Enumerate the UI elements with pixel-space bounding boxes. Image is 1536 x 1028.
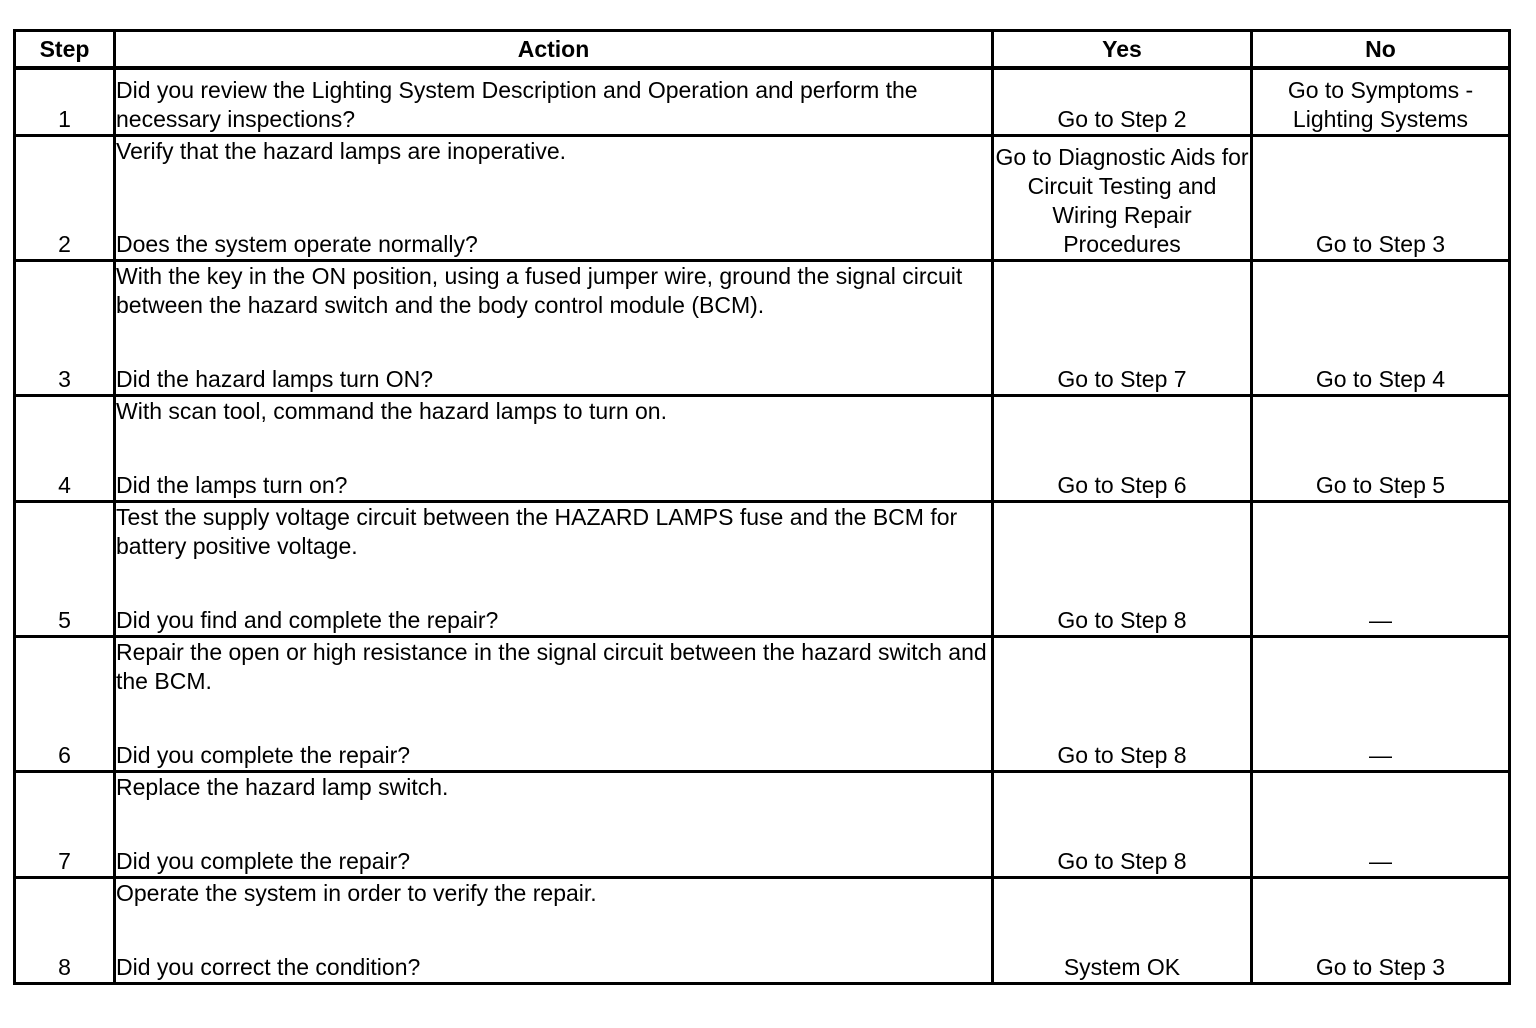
yes-cell: Go to Step 2	[994, 70, 1253, 137]
action-question: Did the hazard lamps turn ON?	[116, 366, 434, 392]
action-cell	[116, 262, 994, 397]
action-cell	[116, 773, 994, 879]
action-question: Did you review the Lighting System Description and Operation and perform the necessary inspections?	[116, 77, 918, 132]
yes-cell: Go to Step 6	[994, 397, 1253, 503]
table-header-row	[16, 32, 1511, 70]
step-number: 3	[16, 262, 116, 397]
header-yes: Yes	[994, 32, 1253, 70]
action-question: Did you find and complete the repair?	[116, 607, 499, 633]
yes-cell: Go to Step 7	[994, 262, 1253, 397]
step-number: 5	[16, 503, 116, 638]
table-row	[16, 262, 1511, 397]
diagnostic-table	[13, 29, 1511, 985]
action-question: Did the lamps turn on?	[116, 472, 348, 498]
action-instruction: Test the supply voltage circuit between the HAZARD LAMPS fuse and the BCM for battery positive voltage.	[116, 504, 958, 559]
table-row	[16, 503, 1511, 638]
step-number: 7	[16, 773, 116, 879]
yes-cell: Go to Step 8	[994, 503, 1253, 638]
yes-cell: Go to Step 8	[994, 638, 1253, 773]
header-no: No	[1253, 32, 1511, 70]
action-question: Did you complete the repair?	[116, 848, 411, 874]
action-cell	[116, 397, 994, 503]
no-cell: —	[1253, 638, 1511, 773]
action-question: Did you complete the repair?	[116, 742, 411, 768]
header-action: Action	[116, 32, 994, 70]
step-number: 6	[16, 638, 116, 773]
action-cell	[116, 70, 994, 137]
no-cell: Go to Symptoms - Lighting Systems	[1253, 70, 1511, 137]
action-instruction: Repair the open or high resistance in the signal circuit between the hazard switch and the BCM.	[116, 639, 987, 694]
no-cell: Go to Step 4	[1253, 262, 1511, 397]
step-number: 2	[16, 137, 116, 262]
header-step: Step	[16, 32, 116, 70]
action-question: Does the system operate normally?	[116, 231, 478, 257]
no-cell: Go to Step 5	[1253, 397, 1511, 503]
table-row	[16, 773, 1511, 879]
action-instruction: Verify that the hazard lamps are inoperative.	[116, 138, 567, 164]
table-row	[16, 397, 1511, 503]
diagnostic-table-container	[13, 29, 1511, 985]
yes-cell: Go to Diagnostic Aids for Circuit Testing and Wiring Repair Procedures	[994, 137, 1253, 262]
action-cell	[116, 137, 994, 262]
step-number: 1	[16, 70, 116, 137]
table-row	[16, 879, 1511, 985]
action-instruction: Replace the hazard lamp switch.	[116, 774, 449, 800]
step-number: 4	[16, 397, 116, 503]
no-cell: Go to Step 3	[1253, 879, 1511, 985]
action-question: Did you correct the condition?	[116, 954, 421, 980]
action-cell	[116, 503, 994, 638]
no-cell: Go to Step 3	[1253, 137, 1511, 262]
action-cell	[116, 638, 994, 773]
no-cell: —	[1253, 773, 1511, 879]
step-number: 8	[16, 879, 116, 985]
action-cell	[116, 879, 994, 985]
table-row	[16, 638, 1511, 773]
action-instruction: Operate the system in order to verify the repair.	[116, 880, 597, 906]
no-cell: —	[1253, 503, 1511, 638]
table-row	[16, 70, 1511, 137]
action-instruction: With scan tool, command the hazard lamps to turn on.	[116, 398, 667, 424]
action-instruction: With the key in the ON position, using a fused jumper wire, ground the signal circuit between the hazard switch and the body control module (BCM).	[116, 263, 963, 318]
yes-cell: System OK	[994, 879, 1253, 985]
yes-cell: Go to Step 8	[994, 773, 1253, 879]
table-row	[16, 137, 1511, 262]
